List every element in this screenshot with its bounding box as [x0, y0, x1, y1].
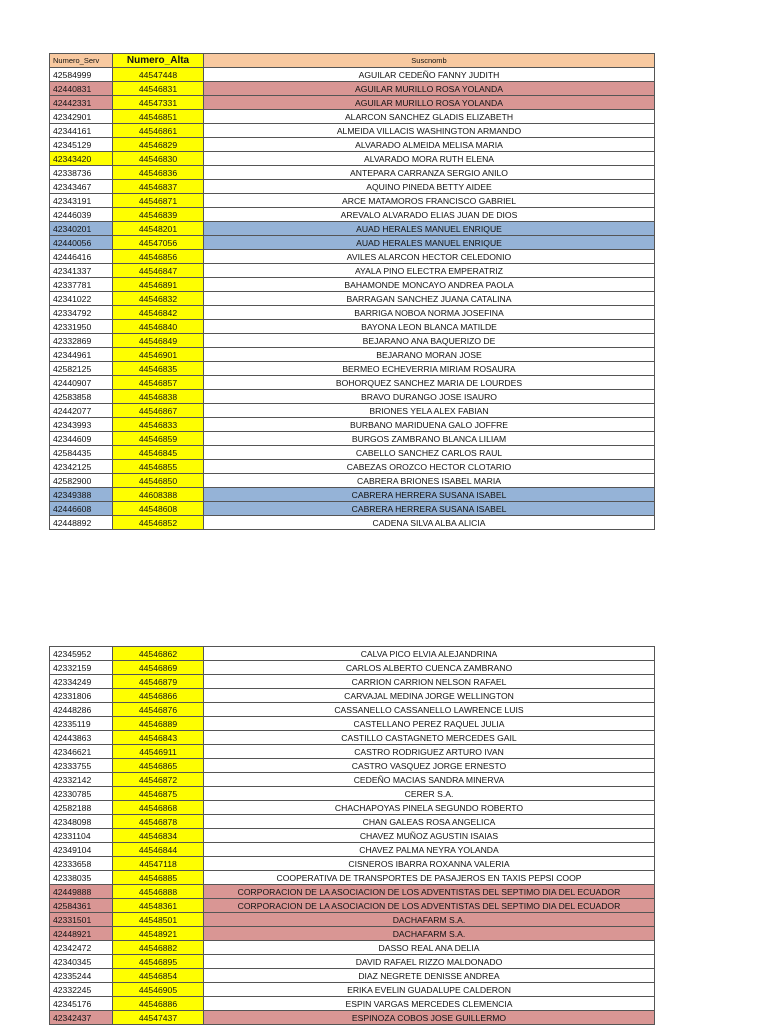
numero-serv-cell[interactable]: 42348098: [50, 815, 113, 829]
suscnomb-cell[interactable]: ERIKA EVELIN GUADALUPE CALDERON: [204, 983, 655, 997]
suscnomb-cell[interactable]: BOHORQUEZ SANCHEZ MARIA DE LOURDES: [204, 376, 655, 390]
header-row: [50, 54, 655, 68]
table-row[interactable]: [50, 913, 655, 927]
suscnomb-cell[interactable]: ARCE MATAMOROS FRANCISCO GABRIEL: [204, 194, 655, 208]
numero-alta-cell[interactable]: 44546859: [113, 432, 204, 446]
numero-serv-cell[interactable]: 42449888: [50, 885, 113, 899]
table-row[interactable]: [50, 418, 655, 432]
numero-serv-cell[interactable]: 42343191: [50, 194, 113, 208]
numero-alta-cell[interactable]: 44546833: [113, 418, 204, 432]
suscnomb-cell[interactable]: CABRERA BRIONES ISABEL MARIA: [204, 474, 655, 488]
subscriber-table-1: [49, 53, 655, 530]
table-row[interactable]: [50, 759, 655, 773]
table-row[interactable]: [50, 236, 655, 250]
table-row[interactable]: [50, 96, 655, 110]
numero-alta-cell[interactable]: 44546911: [113, 745, 204, 759]
suscnomb-cell[interactable]: CABEZAS OROZCO HECTOR CLOTARIO: [204, 460, 655, 474]
numero-serv-cell[interactable]: 42583858: [50, 390, 113, 404]
numero-alta-cell[interactable]: 44546895: [113, 955, 204, 969]
numero-serv-cell[interactable]: 42446039: [50, 208, 113, 222]
suscnomb-cell[interactable]: CARRION CARRION NELSON RAFAEL: [204, 675, 655, 689]
table-row[interactable]: [50, 334, 655, 348]
table-row[interactable]: [50, 138, 655, 152]
numero-alta-cell[interactable]: 44546871: [113, 194, 204, 208]
table-row[interactable]: [50, 432, 655, 446]
numero-alta-cell[interactable]: 44546857: [113, 376, 204, 390]
suscnomb-cell[interactable]: CHAVEZ MUÑOZ AGUSTIN ISAIAS: [204, 829, 655, 843]
suscnomb-cell[interactable]: COOPERATIVA DE TRANSPORTES DE PASAJEROS EN TAXIS PEPSI COOP: [204, 871, 655, 885]
numero-alta-cell[interactable]: 44548921: [113, 927, 204, 941]
suscnomb-cell[interactable]: BARRAGAN SANCHEZ JUANA CATALINA: [204, 292, 655, 306]
table-row[interactable]: [50, 82, 655, 96]
numero-alta-cell[interactable]: 44546842: [113, 306, 204, 320]
numero-alta-cell[interactable]: 44546854: [113, 969, 204, 983]
numero-alta-cell[interactable]: 44546847: [113, 264, 204, 278]
numero-alta-cell[interactable]: 44546869: [113, 661, 204, 675]
suscnomb-cell[interactable]: CERER S.A.: [204, 787, 655, 801]
table-body-1: [50, 68, 655, 530]
table-row[interactable]: [50, 474, 655, 488]
numero-serv-cell[interactable]: 42344961: [50, 348, 113, 362]
header-numero-serv: Numero_Serv: [50, 54, 113, 68]
suscnomb-cell[interactable]: AGUILAR MURILLO ROSA YOLANDA: [204, 82, 655, 96]
suscnomb-cell[interactable]: CASTRO RODRIGUEZ ARTURO IVAN: [204, 745, 655, 759]
suscnomb-cell[interactable]: ALMEIDA VILLACIS WASHINGTON ARMANDO: [204, 124, 655, 138]
numero-alta-cell[interactable]: 44546832: [113, 292, 204, 306]
table-row[interactable]: [50, 731, 655, 745]
numero-alta-cell[interactable]: 44547331: [113, 96, 204, 110]
table-row[interactable]: [50, 647, 655, 661]
suscnomb-cell[interactable]: BARRIGA NOBOA NORMA JOSEFINA: [204, 306, 655, 320]
suscnomb-cell[interactable]: CALVA PICO ELVIA ALEJANDRINA: [204, 647, 655, 661]
numero-serv-cell[interactable]: 42446416: [50, 250, 113, 264]
numero-alta-cell[interactable]: 44546866: [113, 689, 204, 703]
numero-alta-cell[interactable]: 44546830: [113, 152, 204, 166]
table-row[interactable]: [50, 460, 655, 474]
numero-alta-cell[interactable]: 44546878: [113, 815, 204, 829]
numero-alta-cell[interactable]: 44548608: [113, 502, 204, 516]
numero-alta-cell[interactable]: 44546875: [113, 787, 204, 801]
numero-alta-cell[interactable]: 44546868: [113, 801, 204, 815]
table-row[interactable]: [50, 843, 655, 857]
numero-serv-cell[interactable]: 42335244: [50, 969, 113, 983]
numero-serv-cell[interactable]: 42332869: [50, 334, 113, 348]
numero-alta-cell[interactable]: 44546901: [113, 348, 204, 362]
suscnomb-cell[interactable]: CISNEROS IBARRA ROXANNA VALERIA: [204, 857, 655, 871]
numero-serv-cell[interactable]: 42346621: [50, 745, 113, 759]
header-suscnomb: Suscnomb: [204, 54, 655, 68]
suscnomb-cell[interactable]: BURBANO MARIDUENA GALO JOFFRE: [204, 418, 655, 432]
numero-serv-cell[interactable]: 42349104: [50, 843, 113, 857]
numero-serv-cell[interactable]: 42334249: [50, 675, 113, 689]
numero-serv-cell[interactable]: 42332245: [50, 983, 113, 997]
numero-serv-cell[interactable]: 42333755: [50, 759, 113, 773]
suscnomb-cell[interactable]: ALARCON SANCHEZ GLADIS ELIZABETH: [204, 110, 655, 124]
suscnomb-cell[interactable]: CHAVEZ PALMA NEYRA YOLANDA: [204, 843, 655, 857]
numero-alta-cell[interactable]: 44546836: [113, 166, 204, 180]
numero-alta-cell[interactable]: 44546844: [113, 843, 204, 857]
numero-alta-cell[interactable]: 44546879: [113, 675, 204, 689]
numero-serv-cell[interactable]: 42338736: [50, 166, 113, 180]
table-row[interactable]: [50, 278, 655, 292]
numero-alta-cell[interactable]: 44546872: [113, 773, 204, 787]
numero-alta-cell[interactable]: 44546865: [113, 759, 204, 773]
table-row[interactable]: [50, 110, 655, 124]
suscnomb-cell[interactable]: ANTEPARA CARRANZA SERGIO ANILO: [204, 166, 655, 180]
suscnomb-cell[interactable]: CABELLO SANCHEZ CARLOS RAUL: [204, 446, 655, 460]
suscnomb-cell[interactable]: ESPINOZA COBOS JOSE GUILLERMO: [204, 1011, 655, 1025]
suscnomb-cell[interactable]: AUAD HERALES MANUEL ENRIQUE: [204, 222, 655, 236]
numero-serv-cell[interactable]: 42440831: [50, 82, 113, 96]
suscnomb-cell[interactable]: ALVARADO ALMEIDA MELISA MARIA: [204, 138, 655, 152]
table-row[interactable]: [50, 124, 655, 138]
table-row[interactable]: [50, 1011, 655, 1025]
table-row[interactable]: [50, 941, 655, 955]
table-body-2: [50, 647, 655, 1025]
suscnomb-cell[interactable]: CABRERA HERRERA SUSANA ISABEL: [204, 488, 655, 502]
suscnomb-cell[interactable]: DACHAFARM S.A.: [204, 913, 655, 927]
numero-serv-cell[interactable]: 42331104: [50, 829, 113, 843]
numero-alta-cell[interactable]: 44546886: [113, 997, 204, 1011]
table-row[interactable]: [50, 264, 655, 278]
table-row[interactable]: [50, 404, 655, 418]
table-row[interactable]: [50, 376, 655, 390]
numero-alta-cell[interactable]: 44546852: [113, 516, 204, 530]
numero-serv-cell[interactable]: 42582125: [50, 362, 113, 376]
suscnomb-cell[interactable]: AGUILAR MURILLO ROSA YOLANDA: [204, 96, 655, 110]
suscnomb-cell[interactable]: BAHAMONDE MONCAYO ANDREA PAOLA: [204, 278, 655, 292]
table-row[interactable]: [50, 745, 655, 759]
numero-serv-cell[interactable]: 42331501: [50, 913, 113, 927]
numero-serv-cell[interactable]: 42349388: [50, 488, 113, 502]
numero-serv-cell[interactable]: 42582900: [50, 474, 113, 488]
numero-alta-cell[interactable]: 44546839: [113, 208, 204, 222]
numero-alta-cell[interactable]: 44547437: [113, 1011, 204, 1025]
numero-serv-cell[interactable]: 42442077: [50, 404, 113, 418]
numero-serv-cell[interactable]: 42334792: [50, 306, 113, 320]
numero-alta-cell[interactable]: 44546840: [113, 320, 204, 334]
numero-alta-cell[interactable]: 44546843: [113, 731, 204, 745]
numero-serv-cell[interactable]: 42440907: [50, 376, 113, 390]
numero-serv-cell[interactable]: 42331806: [50, 689, 113, 703]
suscnomb-cell[interactable]: CADENA SILVA ALBA ALICIA: [204, 516, 655, 530]
suscnomb-cell[interactable]: BERMEO ECHEVERRIA MIRIAM ROSAURA: [204, 362, 655, 376]
numero-serv-cell[interactable]: 42345952: [50, 647, 113, 661]
numero-alta-cell[interactable]: 44546845: [113, 446, 204, 460]
table-row[interactable]: [50, 787, 655, 801]
numero-alta-cell[interactable]: 44547118: [113, 857, 204, 871]
table-row[interactable]: [50, 997, 655, 1011]
table-row[interactable]: [50, 899, 655, 913]
numero-serv-cell[interactable]: 42442331: [50, 96, 113, 110]
table-row[interactable]: [50, 717, 655, 731]
numero-alta-cell[interactable]: 44546885: [113, 871, 204, 885]
table-row[interactable]: [50, 208, 655, 222]
suscnomb-cell[interactable]: AREVALO ALVARADO ELIAS JUAN DE DIOS: [204, 208, 655, 222]
table-row[interactable]: [50, 68, 655, 82]
numero-alta-cell[interactable]: 44546837: [113, 180, 204, 194]
numero-alta-cell[interactable]: 44608388: [113, 488, 204, 502]
numero-serv-cell[interactable]: 42443863: [50, 731, 113, 745]
subscriber-table-2: [49, 646, 655, 1025]
suscnomb-cell[interactable]: AYALA PINO ELECTRA EMPERATRIZ: [204, 264, 655, 278]
numero-serv-cell[interactable]: 42448286: [50, 703, 113, 717]
suscnomb-cell[interactable]: AQUINO PINEDA BETTY AIDEE: [204, 180, 655, 194]
numero-serv-cell[interactable]: 42335119: [50, 717, 113, 731]
suscnomb-cell[interactable]: CHACHAPOYAS PINELA SEGUNDO ROBERTO: [204, 801, 655, 815]
numero-alta-cell[interactable]: 44546850: [113, 474, 204, 488]
suscnomb-cell[interactable]: BEJARANO ANA BAQUERIZO DE: [204, 334, 655, 348]
table-row[interactable]: [50, 348, 655, 362]
table-row[interactable]: [50, 320, 655, 334]
numero-alta-cell[interactable]: 44546835: [113, 362, 204, 376]
numero-serv-cell[interactable]: 42330785: [50, 787, 113, 801]
table-row[interactable]: [50, 703, 655, 717]
numero-serv-cell[interactable]: 42584999: [50, 68, 113, 82]
numero-alta-cell[interactable]: 44547056: [113, 236, 204, 250]
numero-serv-cell[interactable]: 42448892: [50, 516, 113, 530]
numero-serv-cell[interactable]: 42446608: [50, 502, 113, 516]
table-row[interactable]: [50, 446, 655, 460]
numero-alta-cell[interactable]: 44546876: [113, 703, 204, 717]
table-row[interactable]: [50, 885, 655, 899]
numero-alta-cell[interactable]: 44548501: [113, 913, 204, 927]
table-row[interactable]: [50, 955, 655, 969]
numero-serv-cell[interactable]: 42340201: [50, 222, 113, 236]
suscnomb-cell[interactable]: CHAN GALEAS ROSA ANGELICA: [204, 815, 655, 829]
table-row[interactable]: [50, 166, 655, 180]
numero-alta-cell[interactable]: 44546862: [113, 647, 204, 661]
numero-alta-cell[interactable]: 44546855: [113, 460, 204, 474]
numero-serv-cell[interactable]: 42342125: [50, 460, 113, 474]
numero-serv-cell[interactable]: 42342472: [50, 941, 113, 955]
suscnomb-cell[interactable]: AGUILAR CEDEÑO FANNY JUDITH: [204, 68, 655, 82]
suscnomb-cell[interactable]: CASSANELLO CASSANELLO LAWRENCE LUIS: [204, 703, 655, 717]
table-row[interactable]: [50, 502, 655, 516]
table-row[interactable]: [50, 488, 655, 502]
table-row[interactable]: [50, 773, 655, 787]
numero-alta-cell[interactable]: 44546838: [113, 390, 204, 404]
numero-alta-cell[interactable]: 44546849: [113, 334, 204, 348]
numero-serv-cell[interactable]: 42340345: [50, 955, 113, 969]
suscnomb-cell[interactable]: CASTRO VASQUEZ JORGE ERNESTO: [204, 759, 655, 773]
numero-serv-cell[interactable]: 42448921: [50, 927, 113, 941]
numero-serv-cell[interactable]: 42345176: [50, 997, 113, 1011]
numero-serv-cell[interactable]: 42582188: [50, 801, 113, 815]
numero-serv-cell[interactable]: 42584435: [50, 446, 113, 460]
numero-serv-cell[interactable]: 42341022: [50, 292, 113, 306]
suscnomb-cell[interactable]: CASTELLANO PEREZ RAQUEL JULIA: [204, 717, 655, 731]
table-row[interactable]: [50, 292, 655, 306]
numero-alta-cell[interactable]: 44548201: [113, 222, 204, 236]
numero-serv-cell[interactable]: 42332142: [50, 773, 113, 787]
numero-alta-cell[interactable]: 44546891: [113, 278, 204, 292]
numero-alta-cell[interactable]: 44546867: [113, 404, 204, 418]
table-row[interactable]: [50, 222, 655, 236]
numero-serv-cell[interactable]: 42331950: [50, 320, 113, 334]
numero-alta-cell[interactable]: 44546905: [113, 983, 204, 997]
numero-alta-cell[interactable]: 44546888: [113, 885, 204, 899]
suscnomb-cell[interactable]: CARLOS ALBERTO CUENCA ZAMBRANO: [204, 661, 655, 675]
table-row[interactable]: [50, 857, 655, 871]
table-row[interactable]: [50, 180, 655, 194]
numero-alta-cell[interactable]: 44548361: [113, 899, 204, 913]
numero-serv-cell[interactable]: 42343993: [50, 418, 113, 432]
numero-serv-cell[interactable]: 42345129: [50, 138, 113, 152]
table-row[interactable]: [50, 306, 655, 320]
numero-alta-cell[interactable]: 44546861: [113, 124, 204, 138]
suscnomb-cell[interactable]: ESPIN VARGAS MERCEDES CLEMENCIA: [204, 997, 655, 1011]
numero-alta-cell[interactable]: 44546829: [113, 138, 204, 152]
suscnomb-cell[interactable]: BAYONA LEON BLANCA MATILDE: [204, 320, 655, 334]
table-row[interactable]: [50, 983, 655, 997]
table-row[interactable]: [50, 152, 655, 166]
table-row[interactable]: [50, 871, 655, 885]
numero-serv-cell[interactable]: 42440056: [50, 236, 113, 250]
table-row[interactable]: [50, 194, 655, 208]
numero-serv-cell[interactable]: 42344161: [50, 124, 113, 138]
suscnomb-cell[interactable]: AVILES ALARCON HECTOR CELEDONIO: [204, 250, 655, 264]
table-row[interactable]: [50, 927, 655, 941]
numero-alta-cell[interactable]: 44546831: [113, 82, 204, 96]
table-row[interactable]: [50, 969, 655, 983]
suscnomb-cell[interactable]: CORPORACION DE LA ASOCIACION DE LOS ADVENTISTAS DEL SEPTIMO DIA DEL ECUADOR: [204, 885, 655, 899]
table-row[interactable]: [50, 516, 655, 530]
numero-alta-cell[interactable]: 44546851: [113, 110, 204, 124]
suscnomb-cell[interactable]: AUAD HERALES MANUEL ENRIQUE: [204, 236, 655, 250]
suscnomb-cell[interactable]: CARVAJAL MEDINA JORGE WELLINGTON: [204, 689, 655, 703]
suscnomb-cell[interactable]: DAVID RAFAEL RIZZO MALDONADO: [204, 955, 655, 969]
numero-serv-cell[interactable]: 42584361: [50, 899, 113, 913]
table-row[interactable]: [50, 801, 655, 815]
suscnomb-cell[interactable]: BEJARANO MORAN JOSE: [204, 348, 655, 362]
numero-alta-cell[interactable]: 44546834: [113, 829, 204, 843]
numero-serv-cell[interactable]: 42341337: [50, 264, 113, 278]
table-row[interactable]: [50, 815, 655, 829]
table-row[interactable]: [50, 362, 655, 376]
numero-serv-cell[interactable]: 42342437: [50, 1011, 113, 1025]
suscnomb-cell[interactable]: CORPORACION DE LA ASOCIACION DE LOS ADVENTISTAS DEL SEPTIMO DIA DEL ECUADOR: [204, 899, 655, 913]
header-numero-alta: Numero_Alta: [113, 54, 204, 68]
table-row[interactable]: [50, 675, 655, 689]
numero-serv-cell[interactable]: 42337781: [50, 278, 113, 292]
suscnomb-cell[interactable]: CABRERA HERRERA SUSANA ISABEL: [204, 502, 655, 516]
suscnomb-cell[interactable]: BRIONES YELA ALEX FABIAN: [204, 404, 655, 418]
table-row[interactable]: [50, 661, 655, 675]
suscnomb-cell[interactable]: DACHAFARM S.A.: [204, 927, 655, 941]
table-row[interactable]: [50, 689, 655, 703]
suscnomb-cell[interactable]: CASTILLO CASTAGNETO MERCEDES GAIL: [204, 731, 655, 745]
numero-alta-cell[interactable]: 44546882: [113, 941, 204, 955]
suscnomb-cell[interactable]: DASSO REAL ANA DELIA: [204, 941, 655, 955]
numero-serv-cell[interactable]: 42333658: [50, 857, 113, 871]
numero-alta-cell[interactable]: 44546856: [113, 250, 204, 264]
table-row[interactable]: [50, 829, 655, 843]
suscnomb-cell[interactable]: ALVARADO MORA RUTH ELENA: [204, 152, 655, 166]
table-row[interactable]: [50, 250, 655, 264]
numero-serv-cell[interactable]: 42343420: [50, 152, 113, 166]
suscnomb-cell[interactable]: DIAZ NEGRETE DENISSE ANDREA: [204, 969, 655, 983]
numero-serv-cell[interactable]: 42344609: [50, 432, 113, 446]
suscnomb-cell[interactable]: BURGOS ZAMBRANO BLANCA LILIAM: [204, 432, 655, 446]
numero-serv-cell[interactable]: 42332159: [50, 661, 113, 675]
numero-serv-cell[interactable]: 42338035: [50, 871, 113, 885]
numero-serv-cell[interactable]: 42343467: [50, 180, 113, 194]
numero-alta-cell[interactable]: 44546889: [113, 717, 204, 731]
table-row[interactable]: [50, 390, 655, 404]
numero-serv-cell[interactable]: 42342901: [50, 110, 113, 124]
suscnomb-cell[interactable]: CEDEÑO MACIAS SANDRA MINERVA: [204, 773, 655, 787]
numero-alta-cell[interactable]: 44547448: [113, 68, 204, 82]
suscnomb-cell[interactable]: BRAVO DURANGO JOSE ISAURO: [204, 390, 655, 404]
